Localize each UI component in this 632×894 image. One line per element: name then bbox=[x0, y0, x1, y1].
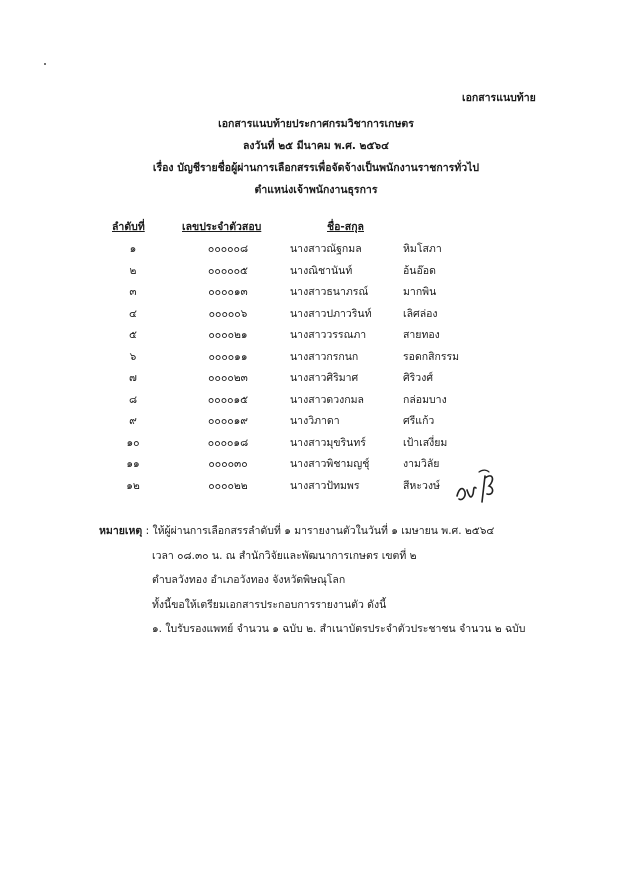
note-line-4: ทั้งนี้ขอให้เตรียมเอกสารประกอบการรายงานตัว ดังนี้ bbox=[152, 599, 387, 611]
signature-initials-icon bbox=[449, 466, 511, 510]
header-line-1: เอกสารแนบท้ายประกาศกรมวิชาการเกษตร bbox=[218, 118, 414, 130]
row-first-name: นางณิชานันท์ bbox=[290, 264, 353, 277]
note-line-1: : ให้ผู้ผ่านการเลือกสรรลำดับที่ ๑ มารายงานตัวในวันที่ ๑ เมษายน พ.ศ. ๒๕๖๔ bbox=[145, 525, 495, 537]
row-exam-id: ๐๐๐๐๐๘ bbox=[207, 243, 249, 255]
row-exam-id: ๐๐๐๐๑๕ bbox=[207, 393, 249, 406]
row-last-name: สายทอง bbox=[403, 329, 440, 341]
note-line-3: ตำบลวังทอง อำเภอวังทอง จังหวัดพิษณุโลก bbox=[152, 574, 346, 586]
row-exam-id: ๐๐๐๐๓๐ bbox=[208, 458, 248, 470]
row-first-name: นางสาวมุขรินทร์ bbox=[290, 436, 366, 449]
row-last-name: รอดกสิกรรม bbox=[403, 350, 460, 363]
row-index: ๑ bbox=[129, 243, 137, 255]
row-first-name: นางสาวศิริมาศ bbox=[290, 372, 359, 384]
row-index: ๙ bbox=[129, 415, 137, 427]
table-row bbox=[0, 412, 632, 432]
header-position: ตำแหน่งเจ้าพนักงานธุรการ bbox=[254, 184, 378, 196]
row-first-name: นางสาวปัทมพร bbox=[290, 479, 360, 492]
scan-speck bbox=[44, 63, 46, 65]
row-first-name: นางวิภาดา bbox=[290, 415, 340, 427]
row-index: ๓ bbox=[129, 286, 137, 298]
row-exam-id: ๐๐๐๐๒๒ bbox=[208, 479, 248, 492]
row-index: ๕ bbox=[129, 329, 137, 341]
row-last-name: ศรีแก้ว bbox=[403, 415, 435, 427]
column-header-exam-id: เลขประจำตัวสอบ bbox=[182, 221, 262, 233]
column-header-name: ชื่อ-สกุล bbox=[327, 221, 364, 233]
row-last-name: งามวิลัย bbox=[403, 458, 440, 470]
table-row bbox=[0, 434, 632, 454]
row-exam-id: ๐๐๐๐๑๑ bbox=[208, 350, 248, 363]
row-first-name: นางสาววรรณภา bbox=[290, 329, 367, 341]
row-exam-id: ๐๐๐๐๑๓ bbox=[208, 286, 248, 298]
row-index: ๑๒ bbox=[126, 479, 140, 492]
row-exam-id: ๐๐๐๐๑๘ bbox=[207, 436, 249, 449]
note-block bbox=[99, 522, 494, 539]
table-row bbox=[0, 326, 632, 346]
row-index: ๑๑ bbox=[126, 458, 140, 470]
row-index: ๑๐ bbox=[126, 436, 140, 449]
header-date: ลงวันที่ ๒๕ มีนาคม พ.ศ. ๒๕๖๔ bbox=[242, 140, 390, 152]
row-exam-id: ๐๐๐๐๐๖ bbox=[208, 307, 248, 320]
row-last-name: กล่อมบาง bbox=[403, 393, 447, 406]
row-last-name: เป้าเสงี่ยม bbox=[403, 436, 448, 449]
row-last-name: เลิศล่อง bbox=[403, 307, 438, 320]
row-last-name: หิมโสภา bbox=[403, 243, 442, 255]
row-first-name: นางสาวธนาภรณ์ bbox=[290, 286, 369, 298]
table-row bbox=[0, 240, 632, 260]
table-row bbox=[0, 283, 632, 303]
column-header-index: ลำดับที่ bbox=[112, 221, 145, 233]
row-last-name: ศิริวงศ์ bbox=[403, 372, 433, 384]
row-first-name: นางสาวปภาวรินท์ bbox=[290, 307, 372, 320]
row-exam-id: ๐๐๐๐๒๑ bbox=[208, 329, 248, 341]
note-line-2: เวลา ๐๘.๓๐ น. ณ สำนักวิจัยและพัฒนาการเกษตร เขตที่ ๒ bbox=[152, 550, 417, 562]
row-exam-id: ๐๐๐๐๐๕ bbox=[208, 264, 248, 277]
table-row bbox=[0, 305, 632, 325]
table-row bbox=[0, 369, 632, 389]
table-row bbox=[0, 348, 632, 368]
table-row bbox=[0, 455, 632, 475]
attachment-label: เอกสารแนบท้าย bbox=[462, 92, 536, 104]
note-line-5: ๑. ใบรับรองแพทย์ จำนวน ๑ ฉบับ ๒. สำเนาบัตรประจำตัวประชาชน จำนวน ๒ ฉบับ bbox=[152, 623, 526, 635]
table-row bbox=[0, 391, 632, 411]
row-last-name: อ้นอ๊อด bbox=[403, 264, 436, 277]
row-exam-id: ๐๐๐๐๒๓ bbox=[208, 372, 248, 384]
row-index: ๗ bbox=[129, 372, 137, 384]
note-label: หมายเหตุ bbox=[99, 525, 143, 537]
row-first-name: นางสาวดวงกมล bbox=[290, 393, 364, 406]
row-index: ๔ bbox=[129, 307, 137, 320]
header-subject: เรื่อง บัญชีรายชื่อผู้ผ่านการเลือกสรรเพื่อจัดจ้างเป็นพนักงานราชการทั่วไป bbox=[152, 162, 480, 174]
table-row bbox=[0, 477, 632, 497]
row-first-name: นางสาวกรกนก bbox=[290, 350, 359, 363]
table-row bbox=[0, 262, 632, 282]
row-last-name: สีหะวงษ์ bbox=[403, 479, 440, 492]
row-index: ๖ bbox=[129, 350, 137, 363]
row-index: ๒ bbox=[129, 264, 137, 277]
row-exam-id: ๐๐๐๐๑๙ bbox=[208, 415, 248, 427]
row-first-name: นางสาวพิชามญชุ์ bbox=[290, 458, 370, 470]
row-first-name: นางสาวณัฐกมล bbox=[290, 243, 362, 255]
row-index: ๘ bbox=[128, 393, 138, 406]
row-last-name: มากพิน bbox=[403, 286, 437, 298]
